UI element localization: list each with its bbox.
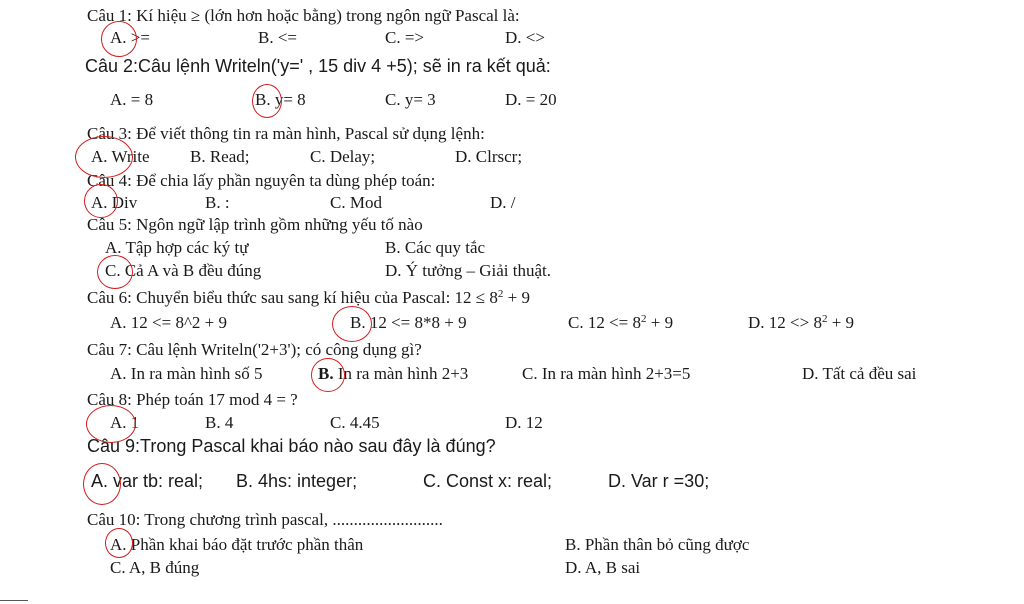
q4-option-a: A. Div [91, 193, 138, 212]
q3-question: Câu 3: Để viết thông tin ra màn hình, Pascal sử dụng lệnh: [87, 124, 485, 143]
q6-option-b: B. 12 <= 8*8 + 9 [350, 313, 467, 332]
answer-circle-q2 [252, 84, 282, 118]
q7-option-b: B. In ra màn hình 2+3 [318, 364, 469, 383]
q8-option-b: B. 4 [205, 413, 234, 432]
q1-option-c: C. => [385, 28, 425, 47]
q10-option-d: D. A, B sai [565, 558, 641, 577]
answer-circle-q6 [332, 306, 372, 342]
answer-circle-q8 [86, 405, 136, 443]
q5-question: Câu 5: Ngôn ngữ lập trình gồm những yếu tố nào [87, 215, 423, 234]
q2-option-c: C. y= 3 [385, 90, 436, 109]
q2-option-b: B. y= 8 [255, 90, 306, 109]
answer-circle-q10 [105, 528, 133, 558]
q8-option-a: A. 1 [110, 413, 140, 432]
q7-option-c: C. In ra màn hình 2+3=5 [522, 364, 691, 383]
q6-option-a: A. 12 <= 8^2 + 9 [110, 313, 228, 332]
q2-option-a: A. = 8 [110, 90, 154, 109]
answer-circle-q1 [101, 21, 137, 57]
q1-option-a: A. >= [110, 28, 150, 47]
scan-artifact-line [0, 600, 28, 601]
q6-question: Câu 6: Chuyển biểu thức sau sang kí hiệu của Pascal: $12 \le 8^2 + 9$ [87, 288, 530, 307]
q10-option-b: B. Phần thân bỏ cũng được [565, 535, 750, 554]
answer-circle-q5 [97, 255, 133, 289]
q8-option-d: D. 12 [505, 413, 543, 432]
q4-option-d: D. / [490, 193, 516, 212]
q2-option-d: D. = 20 [505, 90, 557, 109]
q3-option-b: B. Read; [190, 147, 250, 166]
q9-option-b: B. 4hs: integer; [236, 471, 358, 491]
q6-option-d: D. $12 <> 8^2 + 9$ [748, 313, 855, 332]
q4-question: Câu 4: Để chia lấy phần nguyên ta dùng phép toán: [87, 171, 436, 190]
answer-circle-q9 [83, 463, 121, 505]
q10-option-a: A. Phần khai báo đặt trước phần thân [110, 535, 364, 554]
q10-question: Câu 10: Trong chương trình pascal, .......................... [87, 510, 443, 529]
q5-option-c: C. Cả A và B đều đúng [105, 261, 262, 280]
q1-option-d: D. <> [505, 28, 545, 47]
q9-option-c: C. Const x: real; [423, 471, 553, 491]
q8-option-c: C. 4.45 [330, 413, 380, 432]
answer-circle-q3 [75, 136, 133, 178]
q9-option-d: D. Var r =30; [608, 471, 710, 491]
q5-option-d: D. Ý tưởng – Giải thuật. [385, 261, 551, 280]
q2-question: Câu 2:Câu lệnh Writeln('y=' , 15 div 4 +5); sẽ in ra kết quả: [85, 56, 551, 76]
q7-question: Câu 7: Câu lệnh Writeln('2+3'); có công dụng gì? [87, 340, 422, 359]
q3-option-c: C. Delay; [310, 147, 376, 166]
q1-question: Câu 1: Kí hiệu ≥ (lớn hơn hoặc bằng) trong ngôn ngữ Pascal là: [87, 6, 520, 25]
q7-option-d: D. Tất cả đều sai [802, 364, 917, 383]
q9-question: Câu 9:Trong Pascal khai báo nào sau đây là đúng? [87, 436, 496, 456]
answer-circle-q4 [84, 184, 118, 218]
q7-option-a: A. In ra màn hình số 5 [110, 364, 263, 383]
q10-option-c: C. A, B đúng [110, 558, 200, 577]
q9-option-a: A. var tb: real; [91, 471, 204, 491]
q3-option-a: A. Write [91, 147, 150, 166]
answer-circle-q7 [311, 358, 345, 392]
q5-option-a: A. Tập hợp các ký tự [105, 238, 249, 257]
q4-option-b: B. : [205, 193, 230, 212]
q1-option-b: B. <= [258, 28, 298, 47]
q4-option-c: C. Mod [330, 193, 382, 212]
q5-option-b: B. Các quy tắc [385, 238, 486, 257]
q8-question: Câu 8: Phép toán 17 mod 4 = ? [87, 390, 298, 409]
q3-option-d: D. Clrscr; [455, 147, 523, 166]
q6-option-c: C. $12 <= 8^2 + 9$ [568, 313, 674, 332]
